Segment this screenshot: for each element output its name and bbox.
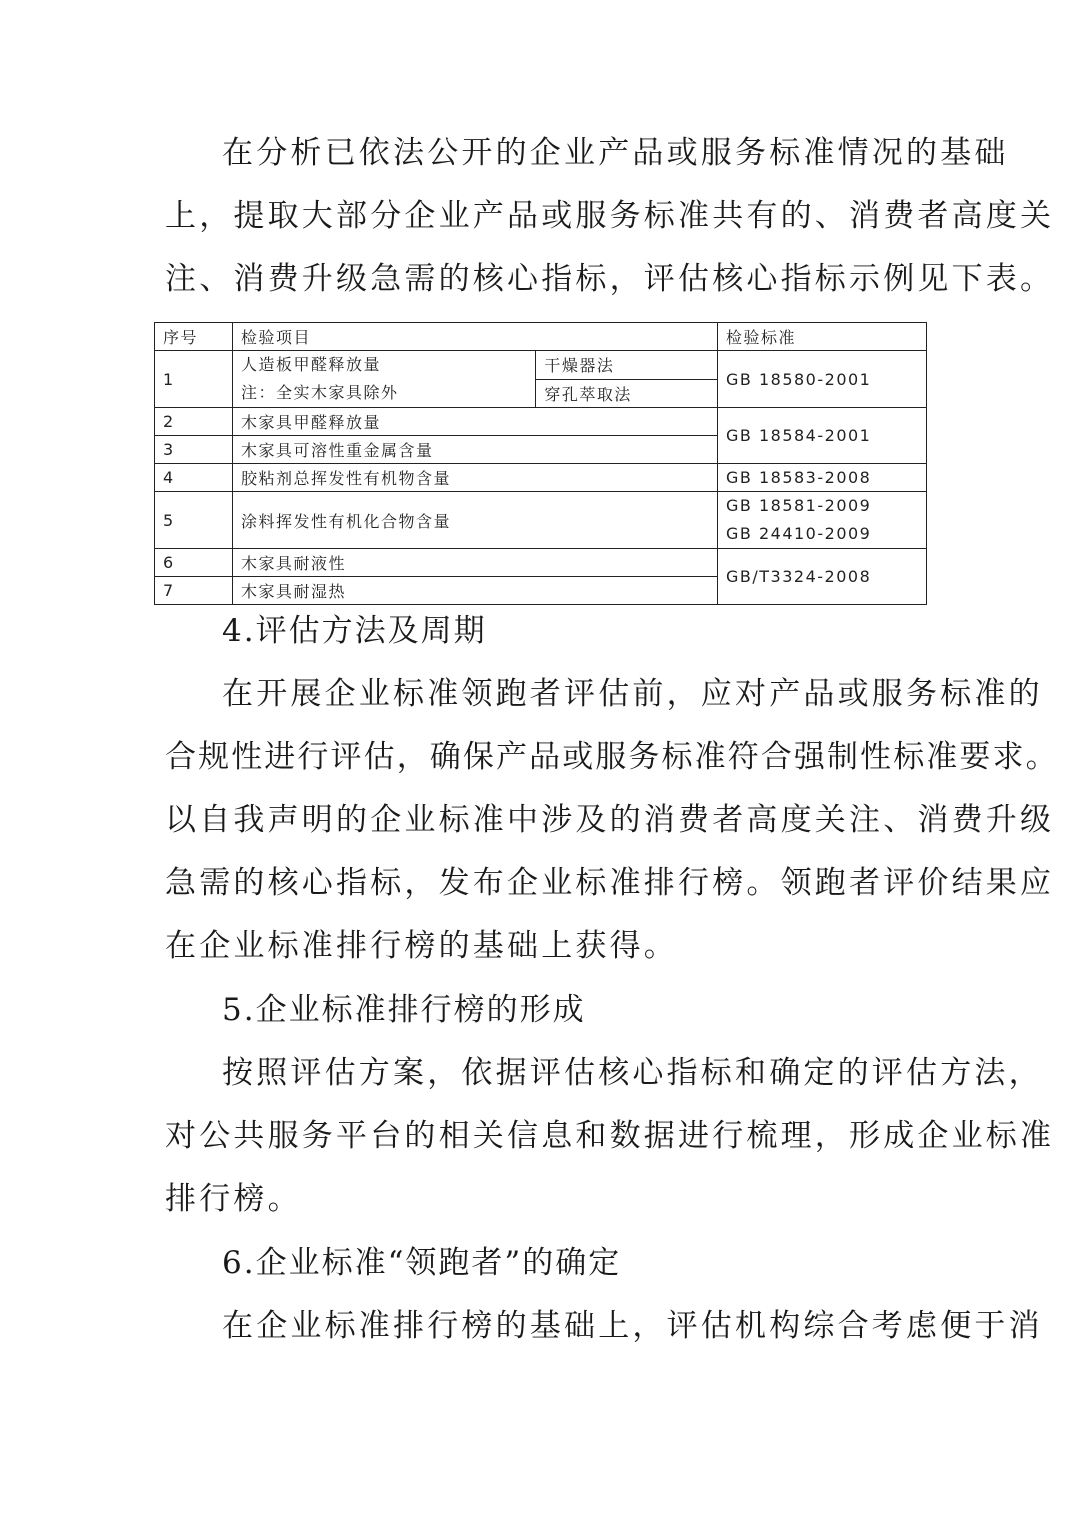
row4-item: 胶粘剂总挥发性有机物含量 (233, 464, 718, 492)
row1-method2: 穿孔萃取法 (536, 379, 718, 408)
table-row (155, 351, 927, 380)
row2-item: 木家具甲醛释放量 (233, 408, 718, 436)
section4-line-2: 合规性进行评估，确保产品或服务标准符合强制性标准要求。 (165, 739, 1059, 775)
header-no: 序号 (155, 323, 233, 351)
row3-no: 3 (155, 436, 233, 464)
core-indicator-table (154, 322, 927, 605)
row1-no: 1 (155, 351, 233, 408)
section4-line-5: 在企业标准排行榜的基础上获得。 (165, 928, 678, 964)
intro-line-2: 上，提取大部分企业产品或服务标准共有的、消费者高度关 (165, 198, 1055, 234)
section5-heading: 5.企业标准排行榜的形成 (222, 992, 586, 1028)
row6-no: 6 (155, 549, 233, 577)
section5-line-1: 按照评估方案，依据评估核心指标和确定的评估方法， (222, 1055, 1043, 1091)
header-item: 检验项目 (233, 323, 718, 351)
row1-item-line2: 注：全实木家具除外 (241, 383, 399, 402)
row2-no: 2 (155, 408, 233, 436)
table-row (155, 408, 927, 436)
row1-method1: 干燥器法 (536, 351, 718, 380)
table-row (155, 492, 927, 549)
intro-line-1: 在分析已依法公开的企业产品或服务标准情况的基础 (222, 135, 1009, 171)
row3-item: 木家具可溶性重金属含量 (233, 436, 718, 464)
row1-item (233, 351, 536, 408)
row7-no: 7 (155, 577, 233, 605)
table-row (155, 549, 927, 577)
row5-standard (718, 492, 927, 549)
row4-no: 4 (155, 464, 233, 492)
row5-standard-1: GB 18581-2009 (726, 496, 872, 515)
row1-item-line1: 人造板甲醛释放量 (241, 355, 382, 374)
row5-no: 5 (155, 492, 233, 549)
table-header-row (155, 323, 927, 351)
row6-item: 木家具耐液性 (233, 549, 718, 577)
section6-heading: 6.企业标准“领跑者”的确定 (222, 1245, 622, 1281)
section5-line-2: 对公共服务平台的相关信息和数据进行梳理，形成企业标准 (165, 1118, 1055, 1154)
row67-standard: GB/T3324-2008 (718, 549, 927, 605)
section4-line-4: 急需的核心指标，发布企业标准排行榜。领跑者评价结果应 (165, 865, 1055, 901)
row23-standard: GB 18584-2001 (718, 408, 927, 464)
section4-line-3: 以自我声明的企业标准中涉及的消费者高度关注、消费升级 (165, 802, 1055, 838)
intro-line-3: 注、消费升级急需的核心指标，评估核心指标示例见下表。 (165, 261, 1055, 297)
table-row (155, 464, 927, 492)
row4-standard: GB 18583-2008 (718, 464, 927, 492)
header-standard: 检验标准 (718, 323, 927, 351)
row7-item: 木家具耐湿热 (233, 577, 718, 605)
section5-line-3: 排行榜。 (165, 1181, 302, 1217)
row5-item: 涂料挥发性有机化合物含量 (233, 492, 718, 549)
row5-standard-2: GB 24410-2009 (726, 524, 872, 543)
section4-heading: 4.评估方法及周期 (222, 613, 487, 649)
section4-line-1: 在开展企业标准领跑者评估前，应对产品或服务标准的 (222, 676, 1043, 712)
section6-line-1: 在企业标准排行榜的基础上，评估机构综合考虑便于消 (222, 1308, 1043, 1344)
row1-standard: GB 18580-2001 (718, 351, 927, 408)
